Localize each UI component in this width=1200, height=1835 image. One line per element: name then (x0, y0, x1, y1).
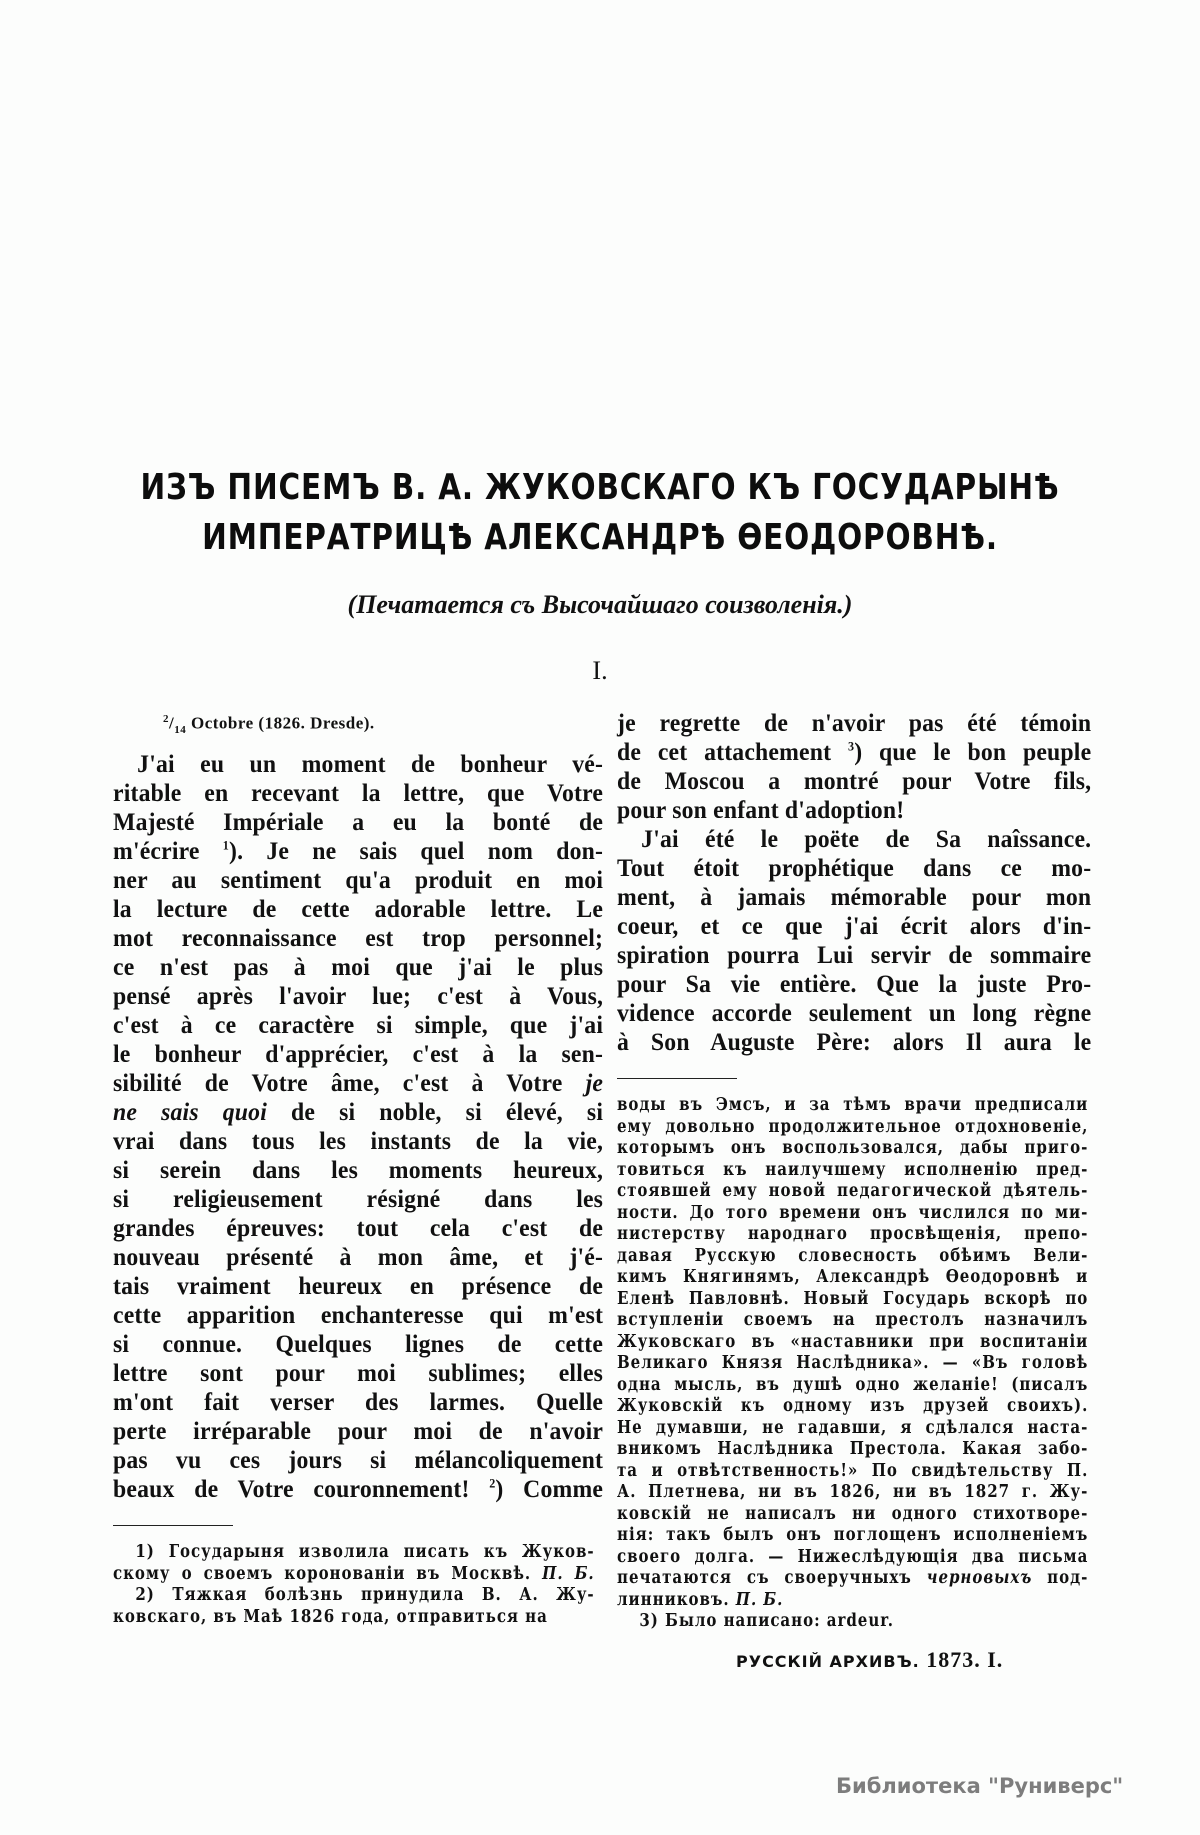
text-line: mot reconnaissance est trop personnel; (113, 923, 604, 953)
footnote-divider (617, 1078, 737, 1079)
footnote-segment: печатаются съ своеручныхъ (617, 1568, 912, 1588)
text-line: vrai dans tous les instants de la vie, (113, 1126, 604, 1156)
article-title-line-1: ИЗЪ ПИСЕМЪ В. А. ЖУКОВСКАГО КЪ ГОСУДАРЫНѢ (140, 467, 1060, 508)
text-line: coeur, et ce que j'ai écrit alors d'in- (617, 911, 1092, 940)
text-line: ritable en recevant la lettre, que Votre (113, 778, 604, 808)
text-line: si serein dans les moments heureux, (113, 1155, 604, 1185)
footnote-line: нистерству народнаго просвѣщенія, препо- (617, 1224, 1089, 1244)
footnote-line: 3) Было написано: ardeur. (639, 1611, 894, 1631)
footnote-segment: линниковъ. (617, 1589, 730, 1610)
footnote-line: А. Плетнева, ни въ 1826, ни въ 1827 г. Жу- (617, 1482, 1089, 1502)
text-segment: ). Je ne sais quel nom don- (229, 836, 604, 866)
footnote-line: Жуковскаго въ «наставники при воспитаніи (617, 1331, 1089, 1352)
footnote-line: ковскій не написалъ ни одного стихотворе- (617, 1503, 1089, 1524)
text-line: lettre sont pour moi sublimes; elles (113, 1358, 604, 1388)
italic-text: ne sais quoi (113, 1097, 267, 1127)
text-line (113, 1097, 603, 1126)
letter-body-left (113, 749, 603, 1503)
date-numerator: 2 (163, 713, 169, 725)
text-line: m'ont fait verser des larmes. Quelle (113, 1387, 604, 1417)
text-line: vidence accorde seulement un long règne (617, 998, 1092, 1027)
footnotes-right (617, 1095, 1088, 1633)
text-segment: de si noble, si élevé, si (290, 1097, 604, 1127)
letter-date: $^2/_{14}$ Octobre (1826. Dresde). (163, 713, 375, 737)
text-line: pour son enfant d'adoption! (617, 795, 905, 824)
footnote-line: Еленѣ Павловнѣ. Новый Государь вскорѣ по (617, 1288, 1089, 1309)
text-line: je regrette de n'avoir pas été témoin (617, 708, 1092, 737)
text-line (113, 1068, 603, 1097)
text-line: ner au sentiment qu'a produit en moi (113, 865, 604, 895)
footnote-line: своего долга. — Нижеслѣдующія два письма (617, 1546, 1089, 1567)
article-title (108, 463, 1092, 563)
text-line: ment, à jamais mémorable pour mon (617, 882, 1092, 911)
text-line (617, 737, 1091, 766)
footnote-line: одна мысль, въ душѣ одно желаніе! (писалъ (617, 1374, 1089, 1395)
footnote-line: Великаго Князя Наслѣдника». — «Въ головѣ (617, 1353, 1089, 1373)
text-line: si religieusement résigné dans les (113, 1184, 604, 1214)
footnote-line: которымъ онъ воспользовался, дабы приго- (617, 1138, 1089, 1158)
footnote-line: нія: такъ былъ онъ поглощенъ исполненіемъ (617, 1525, 1089, 1545)
footnote-line: ему довольно продолжительное отдохновеніе, (617, 1116, 1089, 1137)
footnote-line: кимъ Княгинямъ, Александрѣ Ѳеодоровнѣ и (617, 1267, 1089, 1287)
text-line: pour Sa vie entière. Que la juste Pro- (617, 969, 1092, 998)
footnote-line: та и отвѣтственность!» По свидѣтельству П. (617, 1460, 1089, 1481)
text-segment: sibilité de Votre âme, c'est à Votre (113, 1068, 563, 1098)
text-line: pensé après l'avoir lue; c'est à Vous, (113, 981, 604, 1011)
article-title-line-2: ИМПЕРАТРИЦѢ АЛЕКСАНДРѢ ѲЕОДОРОВНѢ. (202, 517, 998, 558)
letter-body-right (617, 708, 1091, 1056)
text-line: tais vraiment heureux en présence de (113, 1271, 604, 1301)
footnotes-left (113, 1542, 595, 1628)
text-line: cette apparition enchanteresse qui m'est (113, 1300, 604, 1330)
footnote-line: 2) Тяжкая болѣзнь принудила В. А. Жу- (135, 1585, 595, 1606)
text-segment: ) Comme (495, 1474, 604, 1504)
library-watermark: Библиотека "Руниверс" (836, 1774, 1124, 1798)
footnote-segment: под- (1047, 1568, 1089, 1588)
text-line: J'ai eu un moment de bonheur vé- (137, 749, 604, 779)
footnote-line: стоявшей ему новой педагогической дѣятель- (617, 1181, 1089, 1201)
italic-text: je (585, 1068, 604, 1098)
text-line: c'est à ce caractère si simple, que j'ai (113, 1010, 604, 1040)
text-line: perte irréparable pour moi de n'avoir (113, 1416, 604, 1446)
footnote-line: Жуковскій къ одному изъ друзей своихъ). (617, 1396, 1089, 1416)
footnote-line: товиться къ наилучшему исполненію пред- (617, 1159, 1089, 1180)
journal-name: РУССКІЙ АРХИВЪ. (736, 1652, 920, 1671)
text-line: à Son Auguste Père: alors Il aura le (617, 1027, 1092, 1056)
footnote-line: вникомъ Наслѣдника Престола. Какая забо- (617, 1439, 1089, 1459)
text-line: spiration pourra Lui servir de sommaire (617, 940, 1092, 969)
footnote-ref-2: 2 (489, 1475, 496, 1491)
text-segment: ) que le bon peuple (854, 737, 1092, 766)
text-line: le bonheur d'apprécier, c'est à la sen- (113, 1039, 604, 1069)
footnote-signature: П. Б. (542, 1563, 595, 1584)
text-line: grandes épreuves: tout cela c'est de (113, 1213, 604, 1243)
text-segment: m'écrire (113, 836, 200, 866)
article-subtitle: (Печатается съ Высочайшаго соизволенія.) (347, 590, 853, 619)
text-line: nouveau présenté à mon âme, et j'é- (113, 1242, 604, 1272)
text-line (113, 1474, 603, 1503)
journal-year-issue: 1873. I. (926, 1647, 1004, 1672)
journal-footer (736, 1647, 1003, 1673)
footnote-line: 1) Государыня изволила писать къ Жуков- (135, 1542, 595, 1563)
text-line: de Moscou a montré pour Votre fils, (617, 766, 1092, 795)
text-line (113, 836, 603, 865)
footnote-line: давая Русскую словесность обѣимъ Вели- (617, 1245, 1089, 1266)
date-denominator: 14 (174, 724, 187, 737)
text-line: ce n'est pas à moi que j'ai le plus (113, 952, 604, 982)
text-line: J'ai été le poëte de Sa naîssance. (641, 824, 1092, 853)
text-line: la lecture de cette adorable lettre. Le (113, 894, 604, 924)
right-column (617, 708, 1092, 1633)
left-column (113, 708, 603, 1628)
text-line: pas vu ces jours si mélancoliquement (113, 1445, 604, 1475)
footnote-line (113, 1564, 595, 1586)
footnote-divider (113, 1525, 233, 1526)
footnote-line: вступленіи своемъ на престолъ назначилъ (617, 1310, 1089, 1330)
text-line: si connue. Quelques lignes de cette (113, 1329, 604, 1359)
text-line: Majesté Impériale a eu la bonté de (113, 807, 604, 837)
text-segment: beaux de Votre couronnement! (113, 1474, 470, 1504)
footnote-line (617, 1590, 1088, 1612)
footnote-line: ности. До того времени онъ числился по ми- (617, 1202, 1089, 1223)
text-line: Tout étoit prophétique dans ce mo- (617, 853, 1092, 882)
footnote-line (617, 1568, 1088, 1590)
footnote-line: Не думавши, не гадавши, я сдѣлался наста- (617, 1417, 1089, 1438)
section-number: I. (592, 656, 608, 685)
date-text: Octobre (1826. Dresde). (190, 713, 375, 733)
footnote-ref-1: 1 (222, 837, 230, 853)
footnote-signature: П. Б. (735, 1589, 784, 1610)
footnote-line: воды въ Эмсъ, и за тѣмъ врачи предписали (617, 1095, 1089, 1115)
footnote-line: ковскаго, въ Маѣ 1826 года, отправиться на (113, 1606, 548, 1627)
italic-text: черновыхъ (926, 1568, 1033, 1588)
footnote-segment: скому о своемъ короновaніи въ Москвѣ. (113, 1563, 532, 1584)
text-segment: de cet attachement (617, 737, 832, 766)
footnote-ref-3: 3 (847, 738, 855, 754)
